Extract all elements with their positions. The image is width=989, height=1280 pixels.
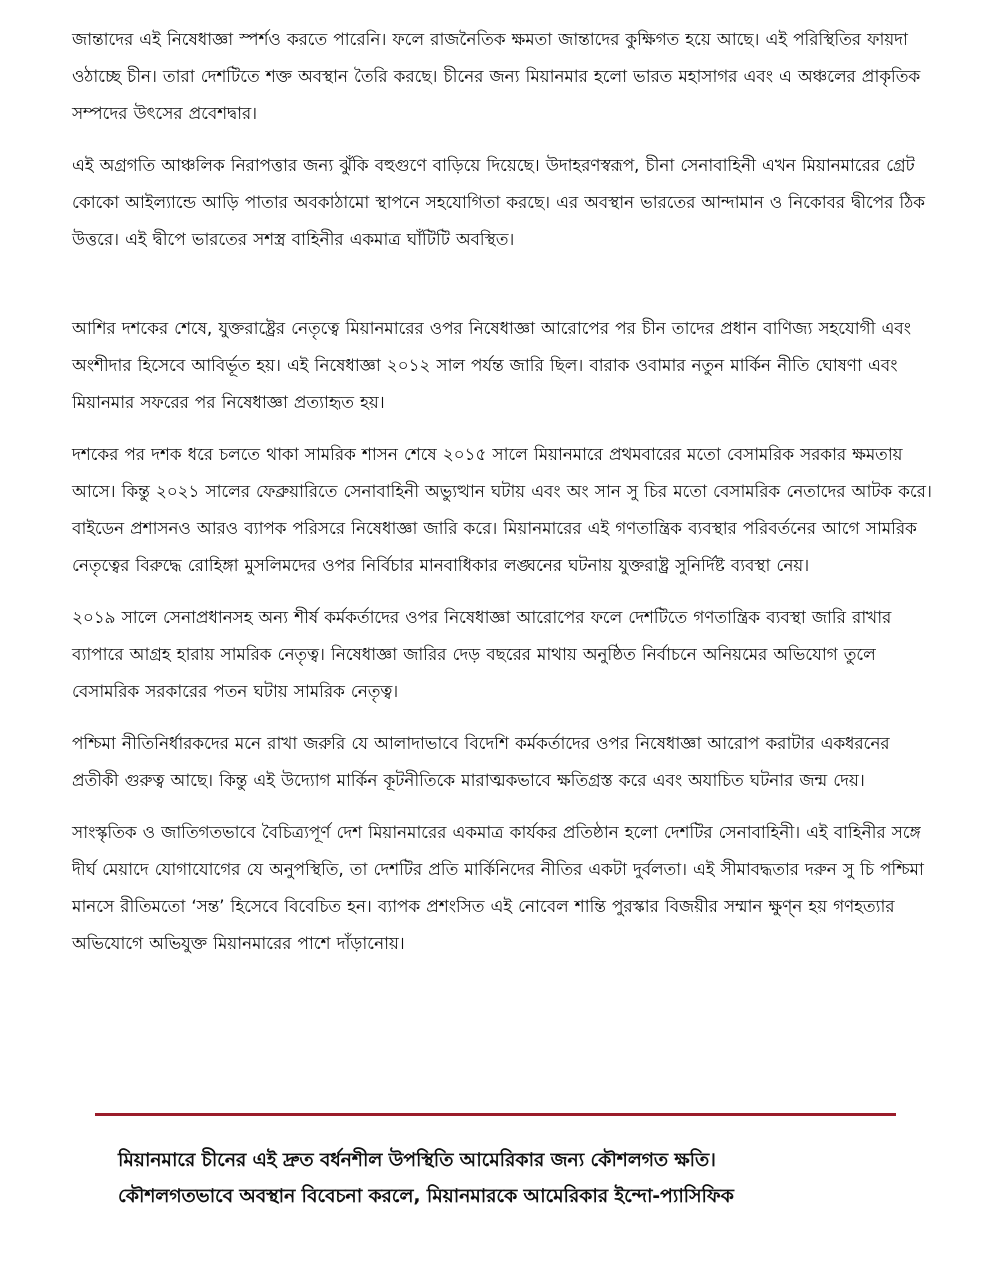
pull-quote-line-2: কৌশলগতভাবে অবস্থান বিবেচনা করলে, মিয়ানমারকে আমেরিকার ইন্দো-প্যাসিফিক — [118, 1185, 734, 1207]
pull-quote-line-1: মিয়ানমারে চীনের এই দ্রুত বর্ধনশীল উপস্থিতি আমেরিকার জন্য কৌশলগত ক্ষতি। — [118, 1149, 716, 1171]
paragraph-4: দশকের পর দশক ধরে চলতে থাকা সামরিক শাসন শেষে ২০১৫ সালে মিয়ানমারে প্রথমবারের মতো বেসামরিক সরকার ক্ষমতায় আসে। কিন্তু ২০২১ সালের ফেব্রুয়ারিতে সেনাবাহিনী অভ্যুত্থান ঘটায় এবং অং সান সু চির মতো বেসামরিক নেতাদের আটক করে। বাইডেন প্রশাসনও আরও ব্যাপক পরিসরে নিষেধাজ্ঞা জারি করে। মিয়ানমারের এই গণতান্ত্রিক ব্যবস্থার পরিবর্তনের আগে সামরিক নেতৃত্বের বিরুদ্ধে রোহিঙ্গা মুসলিমদের ওপর নির্বিচার মানবাধিকার লঙ্ঘনের ঘটনায় যুক্তরাষ্ট্র সুনির্দিষ্ট ব্যবস্থা নেয়। — [72, 445, 932, 576]
paragraph-2: এই অগ্রগতি আঞ্চলিক নিরাপত্তার জন্য ঝুঁকি বহুগুণে বাড়িয়ে দিয়েছে। উদাহরণস্বরূপ, চীনা সেনাবাহিনী এখন মিয়ানমারের গ্রেট কোকো আইল্যান্ডে আড়ি পাতার অবকাঠামো স্থাপনে সহযোগিতা করছে। এর অবস্থান ভারতের আন্দামান ও নিকোবর দ্বীপের ঠিক উত্তরে। এই দ্বীপে ভারতের সশস্ত্র বাহিনীর একমাত্র ঘাঁটিটি অবস্থিত। — [72, 156, 925, 250]
paragraph-6: পশ্চিমা নীতিনির্ধারকদের মনে রাখা জরুরি যে আলাদাভাবে বিদেশি কর্মকর্তাদের ওপর নিষেধাজ্ঞা আরোপ করাটার একধরনের প্রতীকী গুরুত্ব আছে। কিন্তু এই উদ্যোগ মার্কিন কূটনীতিকে মারাত্মকভাবে ক্ষতিগ্রস্ত করে এবং অযাচিত ঘটনার জন্ম দেয়। — [72, 734, 890, 791]
article-body — [72, 22, 932, 978]
paragraph-7: সাংস্কৃতিক ও জাতিগতভাবে বৈচিত্র্যপূর্ণ দেশ মিয়ানমারের একমাত্র কার্যকর প্রতিষ্ঠান হলো দেশটির সেনাবাহিনী। এই বাহিনীর সঙ্গে দীর্ঘ মেয়াদে যোগাযোগের যে অনুপস্থিতি, তা দেশটির প্রতি মার্কিনিদের নীতির একটা দুর্বলতা। এই সীমাবদ্ধতার দরুন সু চি পশ্চিমা মানসে রীতিমতো ‘সন্ত’ হিসেবে বিবেচিত হন। ব্যাপক প্রশংসিত এই নোবেল শান্তি পুরস্কার বিজয়ীর সম্মান ক্ষুণ্ন হয় গণহত্যার অভিযোগে অভিযুক্ত মিয়ানমারের পাশে দাঁড়ানোয়। — [72, 823, 924, 954]
paragraph-1: জান্তাদের এই নিষেধাজ্ঞা স্পর্শও করতে পারেনি। ফলে রাজনৈতিক ক্ষমতা জান্তাদের কুক্ষিগত হয়ে আছে। এই পরিস্থিতির ফায়দা ওঠাচ্ছে চীন। তারা দেশটিতে শক্ত অবস্থান তৈরি করছে। চীনের জন্য মিয়ানমার হলো ভারত মহাসাগর এবং এ অঞ্চলের প্রাকৃতিক সম্পদের উৎসের প্রবেশদ্বার। — [72, 30, 921, 124]
divider-rule — [95, 1113, 896, 1116]
paragraph-3: আশির দশকের শেষে, যুক্তরাষ্ট্রের নেতৃত্বে মিয়ানমারের ওপর নিষেধাজ্ঞা আরোপের পর চীন তাদের প্রধান বাণিজ্য সহযোগী এবং অংশীদার হিসেবে আবির্ভূত হয়। এই নিষেধাজ্ঞা ২০১২ সাল পর্যন্ত জারি ছিল। বারাক ওবামার নতুন মার্কিন নীতি ঘোষণা এবং মিয়ানমার সফরের পর নিষেধাজ্ঞা প্রত্যাহৃত হয়। — [72, 319, 911, 413]
paragraph-5: ২০১৯ সালে সেনাপ্রধানসহ অন্য শীর্ষ কর্মকর্তাদের ওপর নিষেধাজ্ঞা আরোপের ফলে দেশটিতে গণতান্ত্রিক ব্যবস্থা জারি রাখার ব্যাপারে আগ্রহ হারায় সামরিক নেতৃত্ব। নিষেধাজ্ঞা জারির দেড় বছরের মাথায় অনুষ্ঠিত নির্বাচনে অনিয়মের অভিযোগ তুলে বেসামরিক সরকারের পতন ঘটায় সামরিক নেতৃত্ব। — [72, 608, 892, 702]
pull-quote — [118, 1142, 918, 1214]
